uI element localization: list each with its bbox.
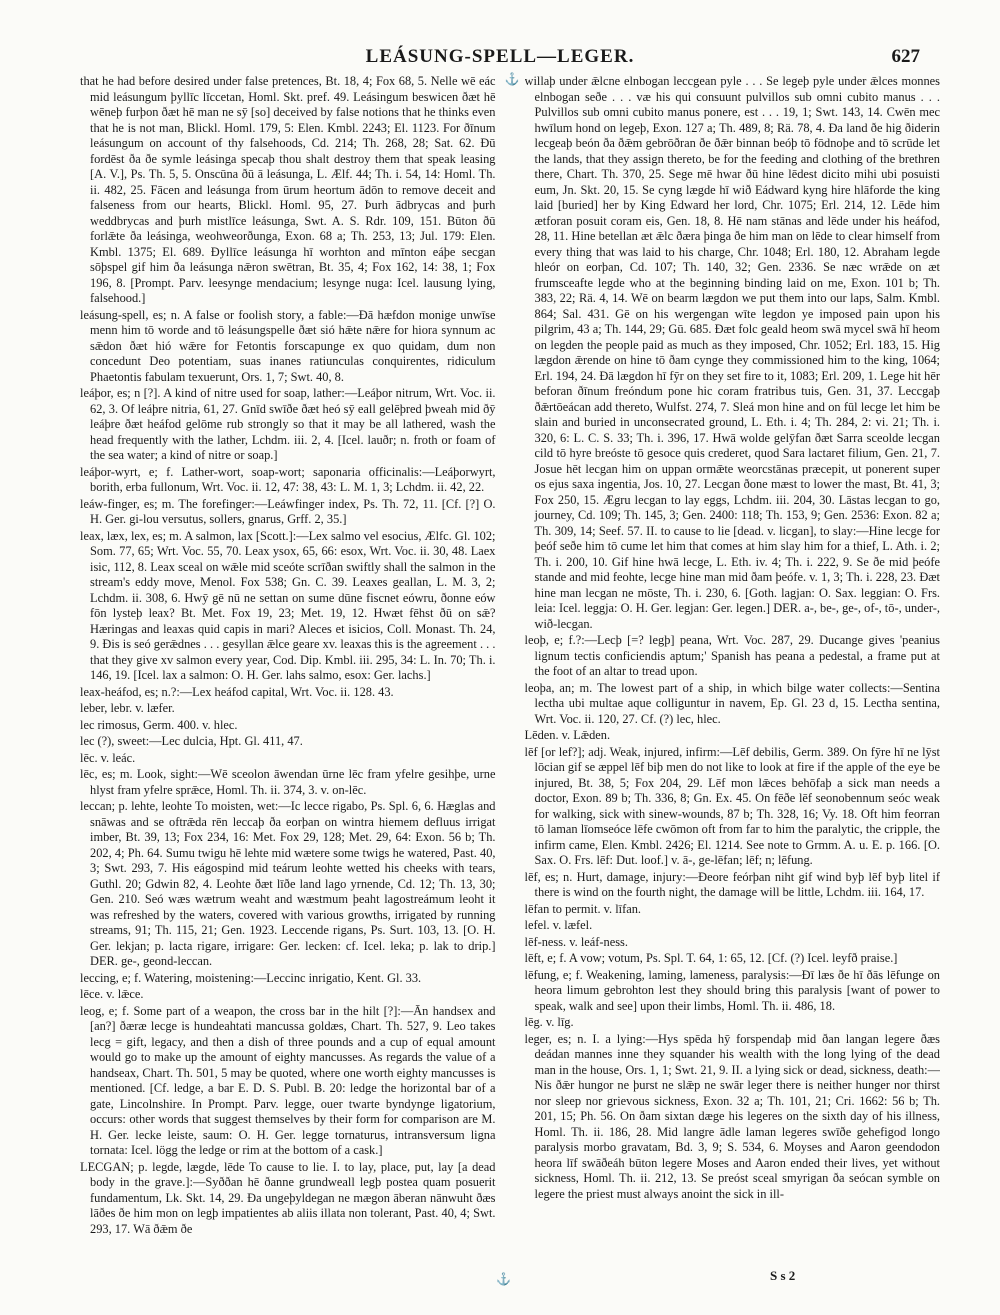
dictionary-entry: lēc, es; m. Look, sight:—Wē sceolon āwendan ūrne lēc fram yfelre gesihþe, urne hlyst fram yfelre sprǣce, Homl. Th. ii. 374, 3. v. on-lēc. (80, 767, 496, 797)
dictionary-entry: leoþa, an; m. The lowest part of a ship, in which bilge water collects:—Sentina lectha ubi multae aque colliguntur in navem, Ep. Gl. 23 d, 15. Lectha sentina, Wrt. Voc. ii. 120, 27. Cf. (?) lec, hlec. (524, 680, 940, 726)
dictionary-entry: LECGAN; p. legde, lægde, lēde To cause to lie. I. to lay, place, put, lay [a dead body in the grave.]:—Syððan hē ðanne grundweall legþ postea quam posuerit fundamentum, Lk. Skt. 14, 29. Ða ungeþyldegan ne mægon āberan nānwuht ðæs lāðes ðe him mon on legþ impatientes ab aliis illata non tolerant, Past. 40, 4; Swt. 293, 17. Wā ðǣm ðe (80, 1159, 496, 1236)
dictionary-entry: lec rimosus, Germ. 400. v. hlec. (80, 717, 238, 732)
dictionary-entry: lēc. v. leác. (80, 750, 136, 765)
dictionary-entry: leáþor-wyrt, e; f. Lather-wort, soap-wort; saponaria officinalis:—Leáþorwyrt, borith, erba fullonum, Wrt. Voc. ii. 12, 47: 38, 43: L. M. 1, 3; Lchdm. ii. 42, 22. (80, 464, 496, 494)
dictionary-entry: leax, læx, lex, es; m. A salmon, lax [Scott.]:—Lex salmo vel esocius, Ælfc. Gl. 102; Som. 77, 65; Wrt. Voc. 55, 70. Leax ysox, 65, 66: esox, Wrt. Voc. ii. 30, 48. Laex isic, 112, 8. Leax sceal on wǣle mid sceóte scrīðan swiftly shall the salmon in the stream's eddy move, Menol. Fox 538; Gn. C. 39. Leaxes geallan, L. M. 3, 2; Lchdm. ii. 308, 6. Hwȳ gē nū ne settan on sume dūne fiscnet eówru, ðonne eów fōn lysteþ leax? Bt. Met. Fox 19, 23; Met. 19, 12. Hwæt fēhst ðū on sǣ? Hæringas and leaxas quid capis in mari? Aleces et isicios, Coll. Monast. Th. 24, 9. Ðis is seó gerǣdnes . . . gesyllan ǣlce geare xv. leaxas this is the agreement . . . that they give xv salmon every year, Cod. Dip. Kmbl. iii. 295, 34: L. In. 70; Th. i. 146, 19. [Icel. lax a salmon: O. H. Ger. lahs salmo, esox: Ger. lachs.] (80, 528, 496, 682)
dictionary-entry: lēfan to permit. v. līfan. (524, 901, 642, 916)
two-column-text (80, 74, 940, 1274)
signature-mark: S s 2 (770, 1268, 796, 1283)
dictionary-entry: leáw-finger, es; m. The forefinger:—Leáwfinger index, Ps. Th. 72, 11. [Cf. [?] O. H. Ger. gi-lou versutus, sollers, gnarus, Grff. 2, 35.] (80, 496, 496, 526)
dictionary-entry: leog, e; f. Some part of a weapon, the cross bar in the hilt [?]:—Ān handsex and [an?] ðæræ lecge is hundeahtati mancussa goldæs, Chart. Th. 527, 9. Leo takes lecg = gift, legacy, and then a dish of three pounds and a cup of equal amount would go to make up the amount of eighty mancusses. As regards the value of a handseax, Chart. Th. 501, 5 may be quoted, where one worth eighty mancusses is mentioned. [Cf. ledge, a bar E. D. S. Publ. B. 20: ledge the horizontal bar of a gate, Lincolnshire. In Prompt. Parv. legge, ouer twarte byndynge ligatorium, occurs: other words that suggest themselves by their form for comparison are M. H. Ger. lecke leiste, saum: O. H. Ger. legge tornaturus, intransversum ligna tornata: Icel. lögg the ledge or rim at the bottom of a cask.] (80, 1003, 496, 1157)
dictionary-entry: lēce. v. lǣce. (80, 987, 144, 1001)
bottom-ornament-icon: ⚓ (496, 1272, 511, 1286)
running-head (80, 46, 920, 72)
anchor-ornament-icon: ⚓ (504, 72, 520, 86)
dictionary-entry: leccing, e; f. Watering, moistening:—Leccinc inrigatio, Kent. Gl. 33. (80, 970, 422, 985)
dictionary-entry: lēf-ness. v. leáf-ness. (524, 934, 628, 949)
right-column (525, 74, 941, 1274)
dictionary-entry: leber, lebr. v. læfer. (80, 701, 175, 715)
dictionary-entry: leax-heáfod, es; n.?:—Lex heáfod capital, Wrt. Voc. ii. 128. 43. (80, 684, 394, 699)
dictionary-entry: leoþ, e; f.?:—Lecþ [=? legþ] peana, Wrt. Voc. 287, 29. Ducange gives 'peanius lignum tectis conficiendis aptum;' Spanish has peana a pedestal, a frame put at the foot of an altar to tread upon. (524, 633, 940, 678)
dictionary-entry: lēg. v. līg. (524, 1015, 574, 1029)
dictionary-entry: Lēden. v. Lǣden. (524, 728, 611, 742)
column-gutter (504, 72, 520, 1274)
dictionary-entry: leáþor, es; n [?]. A kind of nitre used for soap, lather:—Leáþor nitrum, Wrt. Voc. ii. 62, 3. Of leáþre nitria, 61, 27. Gnīd swīðe ðæt heó sȳ eall gelēþred þweah mid ðȳ leáþre ðæt heáfod gelōme rub strongly so that it may be all lathered, wash the head frequently with the lather, Lchdm. iii. 2, 4. [Icel. lauðr; n. froth or foam of the sea water; a kind of nitre or soap.] (80, 386, 496, 462)
dictionary-entry: lec (?), sweet:—Lec dulcia, Hpt. Gl. 411, 47. (80, 734, 303, 748)
dictionary-entry: lēfung, e; f. Weakening, laming, lameness, paralysis:—Ðī læs ðe hī ðās lēfunge on heora limum gebrohton lest they should bring this paralysis [want of power to speak, walk and see] upon their limbs, Homl. Th. ii. 486, 18. (524, 967, 940, 1013)
dictionary-entry: willaþ under ǣlcne elnbogan leccgean pyle . . . Se legeþ pyle under ǣlces monnes elnbogan seðe . . . væ his qui consuunt pulvillos sub omni cubito manus . . . Pulvillos sub omni cubito manus ponere, est . . . 19, 1; Swt. 143, 14. Cwēn mec hwīlum hond on legeþ, Exon. 127 a; Th. 489, 8; Rä. 78, 4. Ða land ðe hig ðiderin lecgeaþ beón ða ðǣm gebrōðran ðe ðǣr binnan beóþ tō fōdnoþe and tō scrūde let the lands, that they assign thereto, be for the feeding and clothing of the brethren there, Chart. Th. 370, 25. Sege mē hwar ðū hine lēdest dicito mihi ubi posuisti eum, Jn. Skt. 20, 15. Se cyng lægde hī wið Eádward kyng hire hlāforde the king laid [buried] her by King Edward her lord, Chr. 1075; Erl. 214, 12. Lēde him ætforan posuit coram eis, Gen. 18, 8. Hē nam stānas and lēde under his heáfod, 28, 11. Hine betellan æt ǣlc ðæra þinga ðe him man on lēde to clear himself from every thing that was laid to his charge, Chr. 1048; Erl. 180, 12. Abraham legde hleór on eorþan, Cd. 107; Th. 140, 32; Gen. 2336. Se næc wrǣde on æt frumsceafte legde who at the beginning binding laid on me, Exon. 101 b; Th. 383, 22; Rä. 4, 14. Wē on bearm lægdon we put them into our laps, Salm. Kmbl. 864; Sal. 431. Gē on his wergengan wīte legdon ye imposed pain upon his pilgrim, 43 a; Th. 144, 29; Gū. 685. Ðæt folc geald heom swā mycel swā hī heom on legden the people paid as much as they imposed, Chr. 1052; Erl. 183, 15. Hig lægdon ǣrende on hine tō ðam cynge they commissioned him to the king, 1064; Erl. 194, 24. Ðā lægdon hī fȳr on they set fire to it, 1083; Erl. 209, 1. Lege hit hēr beforan ðīnum freóndum pone hic coram fratribus tuis, Gen. 31, 37. Leccgaþ ðǣrtōeácan add thereto, Wulfst. 274, 7. Sleá mon hine and on fūl lecge let him be slain and buried in unconsecrated ground, L. Eth. i. 4; Th. 284, 2: vi. 21; Th. i. 320, 6: L. C. S. 33; Th. i. 396, 17. Hwā wolde gelȳfan ðæt Sarra sceolde lecgan cild tō hyre breóste tō gesoce quis crederet, quod Sara lactaret filium, Gen. 21, 7. Josue hēt lecgan him on uppan ormǣte weorcstānas præcepit, ut ponerent super os ejus saxa ingentia, Jos. 10, 27. Lecgan ðone mæst to lower the mast, Bt. 41, 3; Fox 250, 15. Ægru lecgan to lay eggs, Lchdm. iii. 204, 30. Lāstas lecgan to go, journey, Cd. 109; Th. 145, 3; Gen. 2400: 118; Th. 153, 9; Gen. 2536: Exon. 82 a; Th. 309, 14; Seef. 57. II. to cause to lie [dead. v. licgan], to slay:—Hine lecge for þeóf seðe him tō cume let him that comes at him slay him for a thief, L. Ath. i. 2; Th. i. 200, 10. Gif hine hwā lecge, L. Eth. iv. 4; Th. i. 222, 9. Se ðe mid þeófe stande and mid feohte, lecge hine man mid ðam þeófe. v. 1, 3; Th. i. 228, 23. Ðæt hine man lecgan ne mōste, Th. i. 230, 6. [Goth. lagjan: O. Sax. leggian: O. Frs. leia: Icel. leggja: O. H. Ger. legjan: Ger. legen.] DER. a-, be-, ge-, of-, tō-, under-, wið-lecgan. (524, 74, 940, 631)
dictionary-entry: that he had before desired under false pretences, Bt. 18, 4; Fox 68, 5. Nelle wē eác mid leásungum þyllīc līccetan, Homl. Skt. pref. 49. Leásingum beswicen ðæt hē wēneþ furþon ðæt hē man ne sȳ [so] deceived by false notions that he thinks even that he is not man, Blickl. Homl. 179, 5: Elen. Kmbl. 2243; El. 1123. For ðīnum leásungum on account of thy falsehoods, Cd. 214; Th. 268, 28; Sat. 62. Ðū fordēst ða ðe symle leásinga specaþ thou shalt destroy them that speak leasing [A. V.], Ps. Th. 5, 5. Onscūna ðū ā leásunga, L. Ælf. 44; Th. i. 54, 14: Homl. Th. ii. 482, 25. Fācen and leásunga from ūrum heortum ādōn to remove deceit and falseness from our hearts, Blickl. Homl. 95, 27. Þurh ādbrycas and þurh weddbrycas and þurh mistlīce leásunga, Swt. A. S. Rdr. 109, 151. Būton ðū forlǣte ða leásinga, weohweorðunga, Exon. 68 a; Th. 253, 13; Jul. 179: Elen. Kmbl. 1375; El. 689. Ðyllīce leásunga hī worhton and mīnton eáþe secgan sōþspel gif him ða leásunga nǣron swētran, Bt. 35, 4; Fox 162, 14: 38, 1; Fox 196, 8. [Prompt. Parv. leesynge mendacium; lesynge nuga: Icel. lausung lying, falsehood.] (80, 74, 496, 305)
dictionary-entry: leásung-spell, es; n. A false or foolish story, a fable:—Ðā hæfdon monige unwīse menn him tō worde and tō leásungspelle ðæt sió hǣte nǣre for hiora synnum ac sǣdon ðæt hió wǣre for Fetontis forscapunge ex quo quidam, dum non concedunt Deo potentiam, suas inanes ratiunculas conquirentes, ridiculum Phaetontis fabulam texuerunt, Ors. 1, 7; Swt. 40, 8. (80, 307, 496, 384)
dictionary-entry: lēf [or lef?]; adj. Weak, injured, infirm:—Lēf debilis, Germ. 389. On fȳre hī ne lȳst lōcian gif se æppel lēf biþ men do not like to look at fire if the apple of the eye be injured, Bt. 38, 5; Fox 204, 29. Lēf mon lǣces behōfaþ a sick man needs a doctor, Exon. 89 b; Th. 336, 8; Gn. Ex. 45. On fēðe lēf seonobennum seóc weak for walking, sick with sinew-wounds, 87 b; Th. 328, 16; Vy. 18. Oft him feorran tō laman līomseóce lēfe cwōmon oft from far to him the paralytic, the cripple, the infirm came, Elen. Kmbl. 2426; El. 1214. See note to Grmm. A. u. E. p. 166. [O. Sax. O. Frs. lēf: Dut. loof.] v. ā-, ge-lēfan; lēf; n; lēfung. (524, 744, 940, 867)
page-number: 627 (891, 46, 920, 67)
dictionary-entry: leccan; p. lehte, leohte To moisten, wet:—Ic lecce rigabo, Ps. Spl. 6, 6. Hæglas and snāwas and se oftrǣda rēn leccaþ ða eorþan on wintra hiemem defluus irrigat imber, Bt. 39, 13; Fox 234, 16: Met. Fox 29, 128; Met. 29, 64: Exon. 56 b; Th. 202, 4; Ph. 64. Sumu twigu hē lehte mid wætere some twigs he watered, Past. 40, 3; Swt. 293, 7. His eágospind mid teárum leohte wetted his cheeks with tears, Guthl. 20; Gdwin 82, 4. Leohte ðæt līðe land lago yrnende, Cd. 12; Th. 13, 30; Gen. 210. Seó wæs wætrum weaht and wæstmum þeaht lagostreámum leoht it was refreshed by the waters, covered with various growths, irrigated by running streams, 91; Th. 115, 21; Gen. 1923. Leccende rigans, Ps. Surt. 103, 13. [O. H. Ger. lekjan; p. lacta rigare, irrigare: Ger. lecken: cf. Icel. leka; p. lak to drip.] DER. ge-, geond-leccan. (80, 799, 496, 968)
dictionary-entry: lefel. v. læfel. (524, 918, 593, 932)
dictionary-entry: leger, es; n. I. a lying:—Hys spēda hȳ forspendaþ mid ðan langan legere ðæs deádan mannes inne they squander his wealth with the long lying of the dead man in the house, Ors. 1, 1; Swt. 21, 9. II. a lying sick or dead, sickness, death:—Nis ðǣr hungor ne þurst ne slǣp ne swār leger there is neither hunger nor thirst nor sleep nor grievous sickness, Exon. 32 a; Th. 101, 21; Cri. 1662: 56 b; Th. 201, 15; Ph. 56. On ðam sixtan dæge his legeres on the sixth day of his illness, Homl. Th. ii. 186, 28. Mid langre ādle laman legeres swīðe gehefigod longo paralysis morbo gravatam, Bd. 3, 9; S. 534, 6. Moyses and Aaron geendodon heora līf swāðeáh būton legere Moses and Aaron ended their lives, yet without sickness, Homl. Th. ii. 212, 13. Se preóst sceal smyrigan ða seócan symble on legere the priest must always anoint the sick in ill- (524, 1031, 940, 1201)
dictionary-entry: lēft, e; f. A vow; votum, Ps. Spl. T. 64, 1: 65, 12. [Cf. (?) Icel. leyfð praise.] (524, 951, 898, 965)
dictionary-entry: lēf, es; n. Hurt, damage, injury:—Ðeore feórþan niht gif wind byþ lēf byþ litel if there is wind on the fourth night, the damage will be little, Lchdm. iii. 164, 17. (524, 869, 940, 899)
left-column (80, 74, 496, 1274)
running-title: LEÁSUNG-SPELL—LEGER. (365, 46, 635, 67)
